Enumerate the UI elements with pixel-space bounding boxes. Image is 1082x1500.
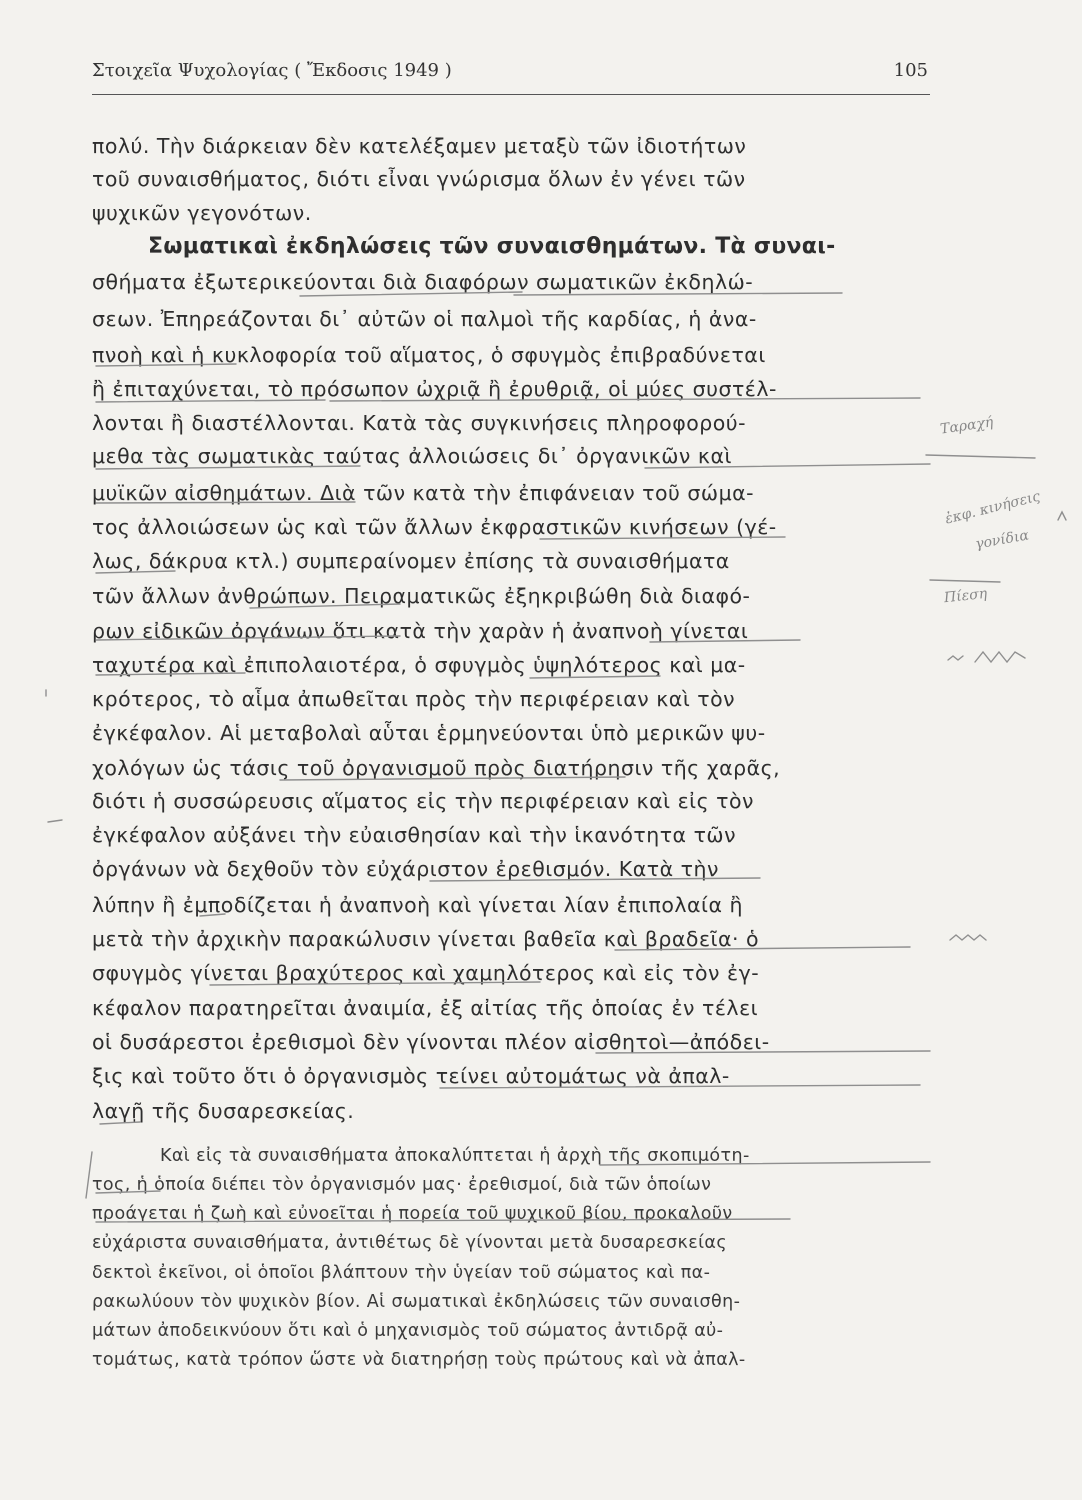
text-line: ἢ ἐπιταχύνεται, τὸ πρόσωπον ὠχριᾷ ἢ ἐρυθριᾷ, οἱ μύες συστέλ- [92,377,777,401]
text-line: οἱ δυσάρεστοι ἐρεθισμοὶ δὲν γίνονται πλέον αἰσθητοὶ—ἀπόδει- [92,1030,770,1054]
small-text-line: εὐχάριστα συναισθήματα, ἀντιθέτως δὲ γίνονται μετὰ δυσαρεσκείας [92,1233,728,1253]
text-line: ἐγκέφαλον αὐξάνει τὴν εὐαισθησίαν καὶ τὴν ἱκανότητα τῶν [92,823,737,847]
text-line: ταχυτέρα καὶ ἐπιπολαιοτέρα, ὁ σφυγμὸς ὑψηλότερος καὶ μα- [92,653,746,677]
running-header [92,60,928,86]
text-line: ἐγκέφαλον. Αἱ μεταβολαὶ αὗται ἑρμηνεύονται ὑπὸ μερικῶν ψυ- [92,721,766,745]
margin-rule [926,455,1035,458]
text-line: μεθα τὰς σωματικὰς ταύτας ἀλλοιώσεις δι᾽ ὀργανικῶν καὶ [92,444,732,468]
scribble-mark [1058,512,1066,520]
text-line: λαγῇ τῆς δυσαρεσκείας. [92,1099,355,1123]
margin-note: γονίδια [974,527,1031,553]
text-line: σεων. Ἐπηρεάζονται δι᾽ αὐτῶν οἱ παλμοὶ τῆς καρδίας, ἡ ἀνα- [92,307,757,331]
text-line: τῶν ἄλλων ἀνθρώπων. Πειραματικῶς ἐξηκριβώθη διὰ διαφό- [92,584,751,608]
small-text-line: τομάτως, κατὰ τρόπον ὥστε νὰ διατηρήσῃ τοὺς πρώτους καὶ νὰ ἀπαλ- [92,1350,746,1370]
small-text-line: ρακωλύουν τὸν ψυχικὸν βίον. Αἱ σωματικαὶ ἐκδηλώσεις τῶν συναισθη- [92,1292,741,1312]
text-line: τος ἀλλοιώσεων ὡς καὶ τῶν ἄλλων ἐκφραστικῶν κινήσεων (γέ- [92,515,777,539]
scribble-mark [950,935,986,940]
margin-note: ἐκφ. κινήσεις [943,488,1042,528]
text-line: μετὰ τὴν ἀρχικὴν παρακώλυσιν γίνεται βαθεῖα καὶ βραδεῖα· ὁ [92,927,760,951]
text-line: τοῦ συναισθήματος, διότι εἶναι γνώρισμα ὅλων ἐν γένει τῶν [92,167,746,191]
small-text-line: προάγεται ἡ ζωὴ καὶ εὐνοεῖται ἡ πορεία τοῦ ψυχικοῦ βίου, προκαλοῦν [92,1204,733,1224]
text-line: πολύ. Τὴν διάρκειαν δὲν κατελέξαμεν μεταξὺ τῶν ἰδιοτήτων [92,134,747,158]
text-line: λύπην ἢ ἐμποδίζεται ἡ ἀναπνοὴ καὶ γίνεται λίαν ἐπιπολαία ἢ [92,893,744,917]
margin-note: Ταραχή [939,414,995,438]
text-line: ξις καὶ τοῦτο ὅτι ὁ ὀργανισμὸς τείνει αὐτομάτως νὰ ἀπαλ- [92,1064,730,1088]
header-rule [92,94,930,95]
text-line: πνοὴ καὶ ἡ κυκλοφορία τοῦ αἵματος, ὁ σφυγμὸς ἐπιβραδύνεται [92,343,766,367]
text-line: ρων εἰδικῶν ὀργάνων ὅτι κατὰ τὴν χαρὰν ἡ ἀναπνοὴ γίνεται [92,619,749,643]
scribble-mark [948,656,963,660]
small-text-line: τος, ἡ ὁποία διέπει τὸν ὀργανισμόν μας· ἐρεθισμοί, διὰ τῶν ὁποίων [92,1175,712,1195]
text-line: λονται ἢ διαστέλλονται. Κατὰ τὰς συγκινήσεις πληροφορού- [92,411,747,435]
text-line: ὀργάνων νὰ δεχθοῦν τὸν εὐχάριστον ἐρεθισμόν. Κατὰ τὴν [92,857,719,881]
text-line: κέφαλον παρατηρεῖται ἀναιμία, ἐξ αἰτίας τῆς ὁποίας ἐν τέλει [92,996,759,1020]
page-number: 105 [893,60,928,81]
book-title: Στοιχεῖα Ψυχολογίας ( Ἔκδοσις 1949 ) [92,60,452,81]
small-text-line: Καὶ εἰς τὰ συναισθήματα ἀποκαλύπτεται ἡ ἀρχὴ τῆς σκοπιμότη- [160,1146,750,1166]
text-line: ψυχικῶν γεγονότων. [92,201,312,225]
text-line: λως, δάκρυα κτλ.) συμπεραίνομεν ἐπίσης τὰ συναισθήματα [92,549,730,573]
text-line: κρότερος, τὸ αἷμα ἀπωθεῖται πρὸς τὴν περιφέρειαν καὶ τὸν [92,687,736,711]
text-line: σφυγμὸς γίνεται βραχύτερος καὶ χαμηλότερος καὶ εἰς τὸν ἐγ- [92,961,760,985]
text-line: διότι ἡ συσσώρευσις αἵματος εἰς τὴν περιφέρειαν καὶ εἰς τὸν [92,789,755,813]
small-text-line: μάτων ἀποδεικνύουν ὅτι καὶ ὁ μηχανισμὸς τοῦ σώματος ἀντιδρᾷ αὐ- [92,1321,724,1341]
margin-rule [930,580,1000,582]
margin-dash [48,820,62,822]
text-line: μυϊκῶν αἰσθημάτων. Διὰ τῶν κατὰ τὴν ἐπιφάνειαν τοῦ σώμα- [92,481,755,505]
scribble-mark [975,652,1025,662]
small-text-line: δεκτοὶ ἐκεῖνοι, οἱ ὁποῖοι βλάπτουν τὴν ὑγείαν τοῦ σώματος καὶ πα- [92,1263,711,1283]
margin-note: Πίεση [943,585,988,607]
text-line: σθήματα ἐξωτερικεύονται διὰ διαφόρων σωματικῶν ἐκδηλώ- [92,270,754,294]
section-heading-line: Σωματικαὶ ἐκδηλώσεις τῶν συναισθημάτων. Τὰ συναι- [148,234,836,259]
text-line: χολόγων ὡς τάσις τοῦ ὀργανισμοῦ πρὸς διατήρησιν τῆς χαρᾶς, [92,756,781,780]
